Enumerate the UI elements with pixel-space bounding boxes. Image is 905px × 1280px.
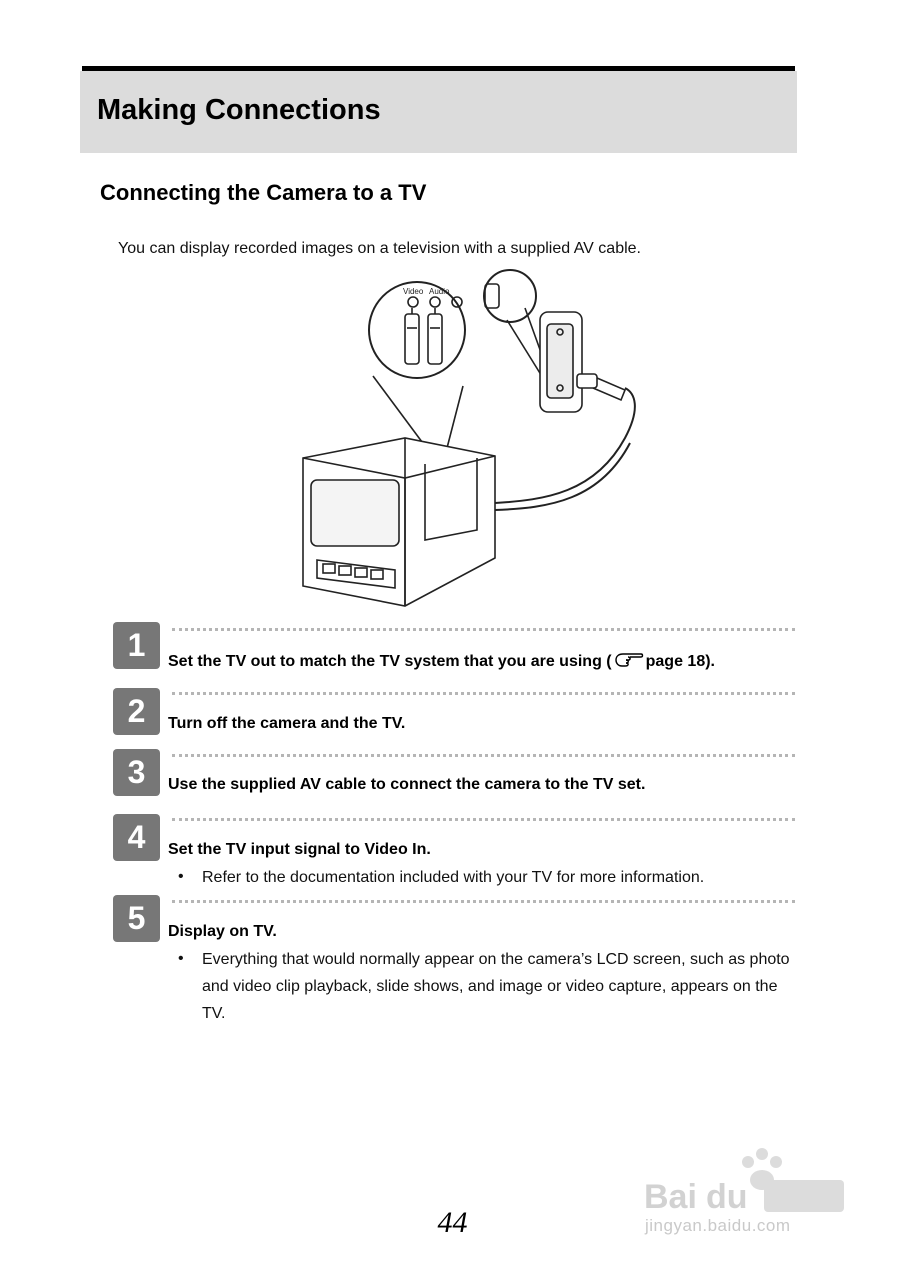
- av-plug-detail-icon: [369, 282, 465, 378]
- tv-icon: [303, 438, 495, 606]
- tv-connection-illustration: [295, 268, 650, 616]
- step-4-text: Set the TV input signal to Video In.: [168, 841, 431, 858]
- pointing-hand-icon: [614, 651, 644, 674]
- step-5-bullet: Everything that would normally appear on the camera’s LCD screen, such as photo and video clip playback, slide shows, and image or video capture, appears on the TV.: [202, 951, 790, 1022]
- step-4-divider: [172, 818, 795, 821]
- step-1-number: 1: [113, 622, 160, 669]
- camera-port-detail-icon: [484, 270, 543, 378]
- intro-text: You can display recorded images on a television with a supplied AV cable.: [118, 240, 641, 257]
- step-1-text-after: page 18).: [645, 653, 715, 670]
- section-title: Connecting the Camera to a TV: [100, 180, 427, 205]
- svg-text:du: du: [706, 1178, 748, 1216]
- step-1-divider: [172, 628, 795, 631]
- step-1-text: [168, 651, 715, 674]
- step-3-number: 3: [113, 749, 160, 796]
- step-2-number: 2: [113, 688, 160, 735]
- step-5-number: 5: [113, 895, 160, 942]
- bullet-marker: •: [178, 868, 184, 885]
- step-1-text-before: Set the TV out to match the TV system that you are using (: [168, 653, 612, 670]
- step-5-text: Display on TV.: [168, 923, 277, 940]
- step-2-text: Turn off the camera and the TV.: [168, 715, 406, 732]
- bullet-marker: •: [178, 950, 184, 967]
- step-4-bullet: Refer to the documentation included with your TV for more information.: [202, 869, 705, 886]
- step-3-divider: [172, 754, 795, 757]
- step-5-divider: [172, 900, 795, 903]
- step-4-number: 4: [113, 814, 160, 861]
- camcorder-icon: [540, 312, 625, 412]
- watermark-text: jingyan.baidu.com: [645, 1216, 791, 1235]
- step-3-text: Use the supplied AV cable to connect the camera to the TV set.: [168, 776, 646, 793]
- svg-text:Bai: Bai: [644, 1178, 697, 1216]
- svg-text:Audio: Audio: [429, 287, 450, 296]
- page-number: 44: [437, 1206, 468, 1239]
- svg-text:Video: Video: [403, 287, 424, 296]
- step-2-divider: [172, 692, 795, 695]
- page-title: Making Connections: [97, 94, 381, 126]
